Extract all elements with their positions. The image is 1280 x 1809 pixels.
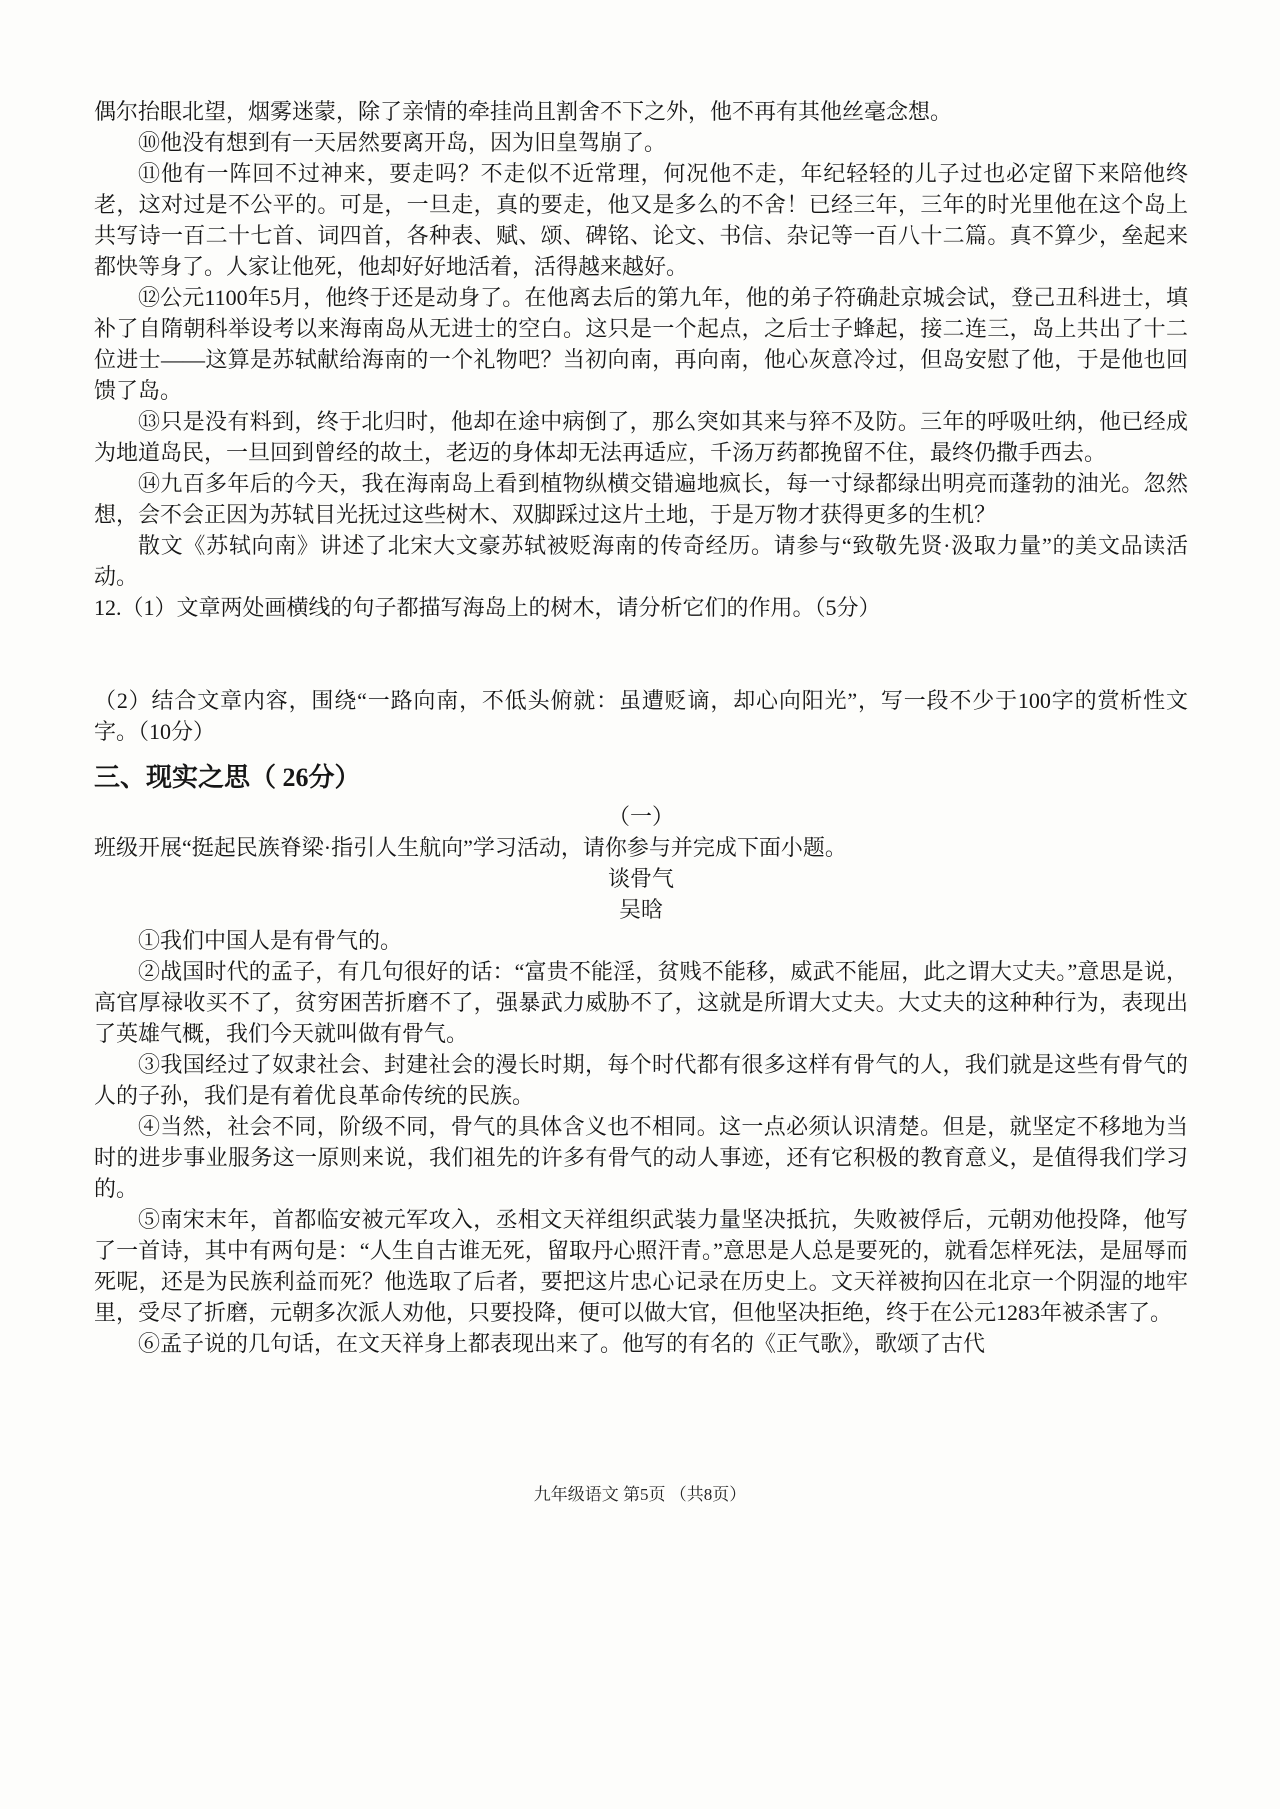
activity-intro: 班级开展“挺起民族脊梁·指引人生航向”学习活动，请你参与并完成下面小题。 — [94, 835, 847, 860]
page-content — [94, 96, 1188, 1359]
essay2-title: 谈骨气 — [607, 866, 674, 891]
essay2-paragraph-5: ⑤南宋末年，首都临安被元军攻入，丞相文天祥组织武装力量坚决抵抗，失败被俘后，元朝劝他投降，他写了一首诗，其中有两句是：“人生自古谁无死，留取丹心照汗青。”意思是人总是要死的，就看怎样死法，是屈辱而死呢，还是为民族利益而死？他选取了后者，要把这片忠心记录在历史上。文天祥被拘囚在北京一个阴湿的地牢里，受尽了折磨，元朝多次派人劝他，只要投降，便可以做大官，但他坚决拒绝，终于在公元1283年被杀害了。 — [94, 1207, 1188, 1325]
essay1-paragraph-11: ⑪他有一阵回不过神来，要走吗？不走似不近常理，何况他不走，年纪轻轻的儿子过也必定留下来陪他终老，这对过是不公平的。可是，一旦走，真的要走，他又是多么的不舍！已经三年，三年的时光里他在这个岛上共写诗一百二十七首、词四首，各种表、赋、颂、碑铭、论文、书信、杂记等一百八十二篇。真不算少，垒起来都快等身了。人家让他死，他却好好地活着，活得越来越好。 — [94, 161, 1188, 279]
essay2-paragraph-1: ①我们中国人是有骨气的。 — [138, 928, 403, 953]
page-footer: 九年级语文 第5页 （共8页） — [533, 1485, 747, 1504]
essay1-paragraph-13: ⑬只是没有料到，终于北归时，他却在途中病倒了，那么突如其来与猝不及防。三年的呼吸吐纳，他已经成为地道岛民，一旦回到曾经的故土，老迈的身体却无法再适应，千汤万药都挽留不住，最终仍撒手西去。 — [94, 409, 1188, 465]
answer-space — [94, 623, 1188, 685]
essay1-paragraph-continuation: 偶尔抬眼北望，烟雾迷蒙，除了亲情的牵挂尚且割舍不下之外，他不再有其他丝毫念想。 — [94, 99, 953, 124]
essay1-activity-note: 散文《苏轼向南》讲述了北宋大文豪苏轼被贬海南的传奇经历。请参与“致敬先贤·汲取力量”的美文品读活动。 — [94, 533, 1188, 589]
essay2-paragraph-3: ③我国经过了奴隶社会、封建社会的漫长时期，每个时代都有很多这样有骨气的人，我们就是这些有骨气的人的子孙，我们是有着优良革命传统的民族。 — [94, 1052, 1188, 1108]
essay2-paragraph-2: ②战国时代的孟子，有几句很好的话：“富贵不能淫，贫贱不能移，威武不能屈，此之谓大丈夫。”意思是说，高官厚禄收买不了，贫穷困苦折磨不了，强暴武力威胁不了，这就是所谓大丈夫。大丈夫的这种种行为，表现出了英雄气概，我们今天就叫做有骨气。 — [94, 959, 1188, 1046]
essay1-paragraph-12: ⑫公元1100年5月，他终于还是动身了。在他离去后的第九年，他的弟子符确赴京城会试，登己丑科进士，填补了自隋朝科举设考以来海南岛从无进士的空白。这只是一个起点，之后士子蜂起，接二连三，岛上共出了十二位进士——这算是苏轼献给海南的一个礼物吧？当初向南，再向南，他心灰意冷过，但岛安慰了他，于是他也回馈了岛。 — [94, 285, 1188, 403]
question-12-2: （2）结合文章内容，围绕“一路向南，不低头俯就：虽遭贬谪，却心向阳光”，写一段不少于100字的赏析性文字。（10分） — [94, 688, 1188, 744]
essay2-author: 吴晗 — [618, 897, 663, 922]
essay1-paragraph-10: ⑩他没有想到有一天居然要离开岛，因为旧皇驾崩了。 — [138, 130, 667, 155]
section-three-heading: 三、现实之思（ 26分） — [94, 763, 361, 792]
part-one-label: （一） — [607, 804, 674, 829]
question-12-1: 12.（1）文章两处画横线的句子都描写海岛上的树木，请分析它们的作用。（5分） — [94, 595, 881, 620]
essay2-paragraph-4: ④当然，社会不同，阶级不同，骨气的具体含义也不相同。这一点必须认识清楚。但是，就坚定不移地为当时的进步事业服务这一原则来说，我们祖先的许多有骨气的动人事迹，还有它积极的教育意义，是值得我们学习的。 — [94, 1114, 1188, 1201]
essay1-paragraph-14: ⑭九百多年后的今天，我在海南岛上看到植物纵横交错遍地疯长，每一寸绿都绿出明亮而蓬勃的油光。忽然想，会不会正因为苏轼目光抚过这些树木、双脚踩过这片土地，于是万物才获得更多的生机？ — [94, 471, 1188, 527]
essay2-paragraph-6: ⑥孟子说的几句话，在文天祥身上都表现出来了。他写的有名的《正气歌》，歌颂了古代 — [138, 1331, 986, 1356]
